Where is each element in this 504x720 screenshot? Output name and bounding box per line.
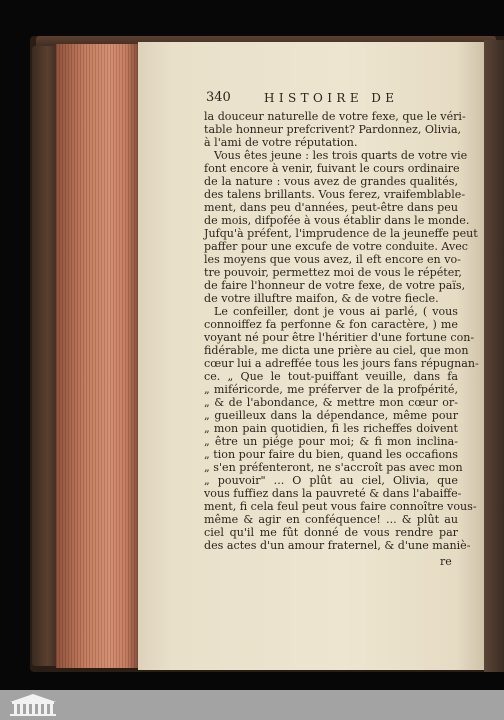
text-line: vous fuffiez dans la pauvreté & dans l'abaiffe- xyxy=(204,487,462,500)
text-line: Jufqu'à préfent, l'imprudence de la jeuneffe peut xyxy=(204,227,478,240)
text-line: la douceur naturelle de votre fexe, que le véri- xyxy=(204,110,466,123)
library-logo-icon xyxy=(6,692,60,718)
book-spine xyxy=(32,46,58,666)
text-line: tre pouvoir, permettez moi de vous le répéter, xyxy=(204,266,462,279)
text-line: de la nature : vous avez de grandes qualités, xyxy=(204,175,458,188)
book-cover-right xyxy=(484,40,504,672)
text-line: „ miféricorde, me préferver de la profpérité, xyxy=(204,383,458,396)
viewer-footer-bar xyxy=(0,690,504,720)
text-line: de faire l'honneur de votre fexe, de votre païs, xyxy=(204,279,466,292)
text-line: ciel qu'il me fût donné de vous rendre par xyxy=(204,526,458,539)
running-head: HISTOIRE DE xyxy=(264,91,399,105)
text-line: des talens brillants. Vous ferez, vraifemblable- xyxy=(204,188,466,201)
text-line: fidérable, me dicta une prière au ciel, que mon xyxy=(204,344,469,357)
text-line: des actes d'un amour fraternel, & d'une maniè- xyxy=(204,539,471,552)
text-line: paffer pour une excufe de votre conduite. Avec xyxy=(204,240,469,253)
text-line: cœur lui a adreffée tous les jours fans répugnan- xyxy=(204,357,479,370)
text-line: „ s'en préfenteront, ne s'accroît pas avec mon xyxy=(204,461,463,474)
catchword: re xyxy=(440,555,452,568)
text-line: les moyens que vous avez, il eft encore en vo- xyxy=(204,253,461,266)
text-line: ce. „ Que le tout-puiffant veuille, dans fa xyxy=(204,370,458,383)
text-line: „ gueilleux dans la dépendance, même pour xyxy=(204,409,458,422)
text-line: „ & de l'abondance, & mettre mon cœur or- xyxy=(204,396,458,409)
text-line: „ être un piége pour moi; & fi mon inclina- xyxy=(204,435,458,448)
text-line: même & agir en conféquence! ... & plût au xyxy=(204,513,458,526)
text-line: ment, dans peu d'années, peut-être dans peu xyxy=(204,201,458,214)
text-line: table honneur prefcrivent? Pardonnez, Olivia, xyxy=(204,123,462,136)
text-line: de mois, difpofée à vous établir dans le monde. xyxy=(204,214,470,227)
text-line: Vous êtes jeune : les trois quarts de votre vie xyxy=(214,149,468,162)
text-line: Le confeiller, dont je vous ai parlé, ( vous xyxy=(214,305,458,318)
text-line: connoiffez fa perfonne & fon caractère, ) me xyxy=(204,318,458,331)
text-line: „ pouvoir" ... O plût au ciel, Olivia, que xyxy=(204,474,458,487)
text-line: font encore à venir, fuivant le cours ordinaire xyxy=(204,162,460,175)
text-line: ment, fi cela feul peut vous faire connoître vous- xyxy=(204,500,477,513)
page-header xyxy=(206,90,452,106)
text-line: voyant né pour être l'héritier d'une fortune con- xyxy=(204,331,475,344)
text-line: à l'ami de votre réputation. xyxy=(204,136,358,149)
page-number: 340 xyxy=(206,90,231,105)
text-line: „ tion pour faire du bien, quand les occafions xyxy=(204,448,458,461)
body-text xyxy=(204,110,479,552)
text-line: de votre illuftre maifon, & de votre fiecle. xyxy=(204,292,439,305)
text-line: „ mon pain quotidien, fi les richeffes doivent xyxy=(204,422,458,435)
